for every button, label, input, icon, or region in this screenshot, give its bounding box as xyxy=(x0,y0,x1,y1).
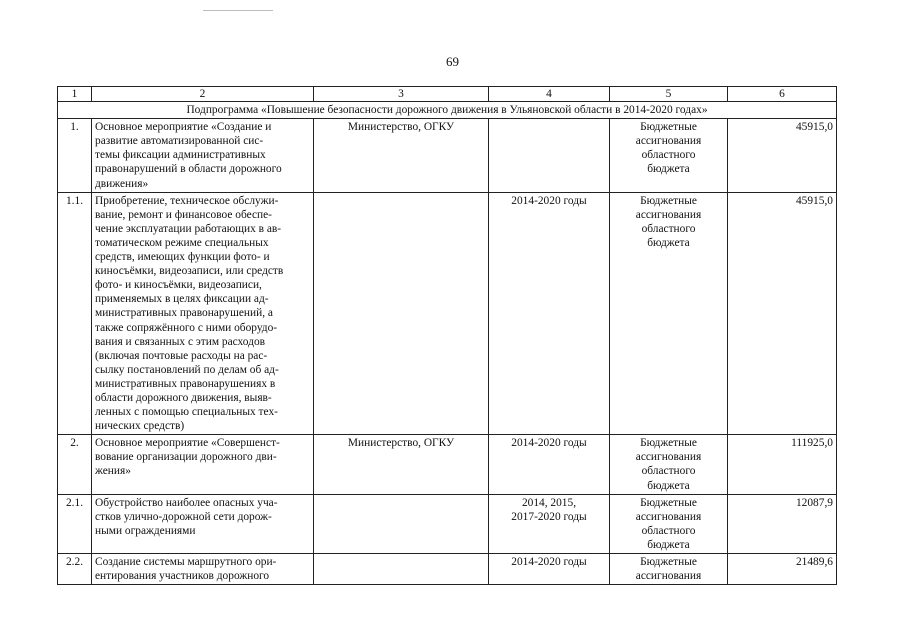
period-cell: 2014-2020 годы xyxy=(489,554,610,585)
funding-source-line: Бюджетные xyxy=(640,121,697,134)
funding-source-line: ассигнования xyxy=(635,451,702,464)
table-row xyxy=(58,554,837,585)
funding-source-line: бюджета xyxy=(647,163,690,176)
column-number: 2 xyxy=(92,87,314,102)
measure-name-line: нических средств) xyxy=(95,420,185,433)
funding-source-line: ассигнования xyxy=(635,510,702,523)
measure-name xyxy=(92,435,314,494)
row-number: 2. xyxy=(58,435,92,494)
amount-cell: 111925,0 xyxy=(728,435,837,494)
measure-name xyxy=(92,494,314,553)
column-number: 6 xyxy=(728,87,837,102)
measure-name-line: Приобретение, техническое обслужи- xyxy=(95,194,279,207)
measure-name-line: ными ограждениями xyxy=(95,524,196,537)
measure-name-line: вания и связанных с этим расходов xyxy=(95,335,266,348)
subprogram-row xyxy=(58,102,837,119)
measure-name-line: применяемых в целях фиксации ад- xyxy=(95,293,269,306)
period-line: 2017-2020 годы xyxy=(511,510,587,523)
funding-source-line: ассигнования xyxy=(635,208,702,221)
funding-source-line: Бюджетные xyxy=(640,437,697,450)
executor-cell xyxy=(314,554,489,585)
period-cell: 2014-2020 годы xyxy=(489,435,610,494)
measure-name-line: вание, ремонт и финансовое обеспе- xyxy=(95,208,272,221)
funding-source-line: областного xyxy=(641,465,696,478)
amount-cell: 21489,6 xyxy=(728,554,837,585)
table-row xyxy=(58,435,837,494)
measure-name-line: Основное мероприятие «Создание и xyxy=(95,121,272,134)
funding-source-cell xyxy=(610,435,728,494)
amount-cell: 45915,0 xyxy=(728,192,837,435)
row-number: 1. xyxy=(58,119,92,192)
funding-source-line: областного xyxy=(641,149,696,162)
measure-name-line: вование организации дорожного дви- xyxy=(95,451,277,464)
measure-name-line: стков улично-дорожной сети дорож- xyxy=(95,510,272,523)
measure-name-line: правонарушений в области дорожного xyxy=(95,163,282,176)
row-number: 2.1. xyxy=(58,494,92,553)
funding-source-line: бюджета xyxy=(647,538,690,551)
measure-name-line: Создание системы маршрутного ори- xyxy=(95,556,277,568)
measure-name-line: области дорожного движения, выяв- xyxy=(95,391,272,404)
measure-name-line: также сопряжённого с ними оборудо- xyxy=(95,321,278,334)
measure-name-line: министративных правонарушений, а xyxy=(95,307,273,320)
measure-name-line: ленных с помощью специальных тех- xyxy=(95,406,278,419)
column-number: 5 xyxy=(610,87,728,102)
measure-name-line: средств, имеющих функции фото- и xyxy=(95,251,270,264)
funding-source-line: Бюджетные xyxy=(640,496,697,509)
column-number-row xyxy=(58,87,837,102)
measure-name-line: жения» xyxy=(95,465,131,478)
scan-speck xyxy=(203,10,273,11)
funding-source-line: Бюджетные xyxy=(640,194,697,207)
subprogram-title: Подпрограмма «Повышение безопасности дорожного движения в Ульяновской области в 2014-2020 годах» xyxy=(58,102,837,119)
measure-name-line: чение эксплуатации работающих в ав- xyxy=(95,222,282,235)
measure-name xyxy=(92,192,314,435)
funding-source-line: ассигнования xyxy=(635,570,702,583)
measure-name-line: ентирования участников дорожного xyxy=(95,570,270,583)
measure-name-line: движения» xyxy=(95,177,149,190)
measure-name-line: Обустройство наиболее опасных уча- xyxy=(95,496,278,509)
page-number: 69 xyxy=(446,54,459,69)
table-row xyxy=(58,119,837,192)
funding-source-cell xyxy=(610,494,728,553)
measure-name-line: томатическом режиме специальных xyxy=(95,236,269,249)
column-number: 3 xyxy=(314,87,489,102)
measures-table xyxy=(57,86,837,585)
measure-name-line: (включая почтовые расходы на рас- xyxy=(95,349,268,362)
measure-name-line: сылку постановлений по делам об ад- xyxy=(95,363,279,376)
executor-cell: Министерство, ОГКУ xyxy=(314,119,489,192)
measure-name xyxy=(92,119,314,192)
row-number: 2.2. xyxy=(58,554,92,585)
funding-source-cell xyxy=(610,554,728,585)
measure-name-line: развитие автоматизированной сис- xyxy=(95,135,264,148)
table-row xyxy=(58,192,837,435)
executor-cell: Министерство, ОГКУ xyxy=(314,435,489,494)
period-cell xyxy=(489,119,610,192)
measure-name-line: фото- и киносъёмки, видеозаписи, xyxy=(95,279,262,292)
measure-name-line: киносъёмки, видеозаписи, или средств xyxy=(95,265,284,278)
executor-cell xyxy=(314,192,489,435)
measure-name-line: Основное мероприятие «Совершенст- xyxy=(95,437,280,450)
funding-source-line: бюджета xyxy=(647,479,690,492)
funding-source-cell xyxy=(610,192,728,435)
funding-source-cell xyxy=(610,119,728,192)
period-line: 2014, 2015, xyxy=(521,496,577,509)
measure-name-line: министративных правонарушениях в xyxy=(95,377,276,390)
amount-cell: 12087,9 xyxy=(728,494,837,553)
amount-cell: 45915,0 xyxy=(728,119,837,192)
funding-source-line: областного xyxy=(641,222,696,235)
funding-source-line: областного xyxy=(641,524,696,537)
table-row xyxy=(58,494,837,553)
period-cell xyxy=(489,494,610,553)
column-number: 4 xyxy=(489,87,610,102)
funding-source-line: бюджета xyxy=(647,236,690,249)
funding-source-line: ассигнования xyxy=(635,135,702,148)
measure-name-line: темы фиксации административных xyxy=(95,149,266,162)
funding-source-line: Бюджетные xyxy=(640,556,697,568)
measure-name xyxy=(92,554,314,585)
period-cell: 2014-2020 годы xyxy=(489,192,610,435)
executor-cell xyxy=(314,494,489,553)
column-number: 1 xyxy=(58,87,92,102)
row-number: 1.1. xyxy=(58,192,92,435)
